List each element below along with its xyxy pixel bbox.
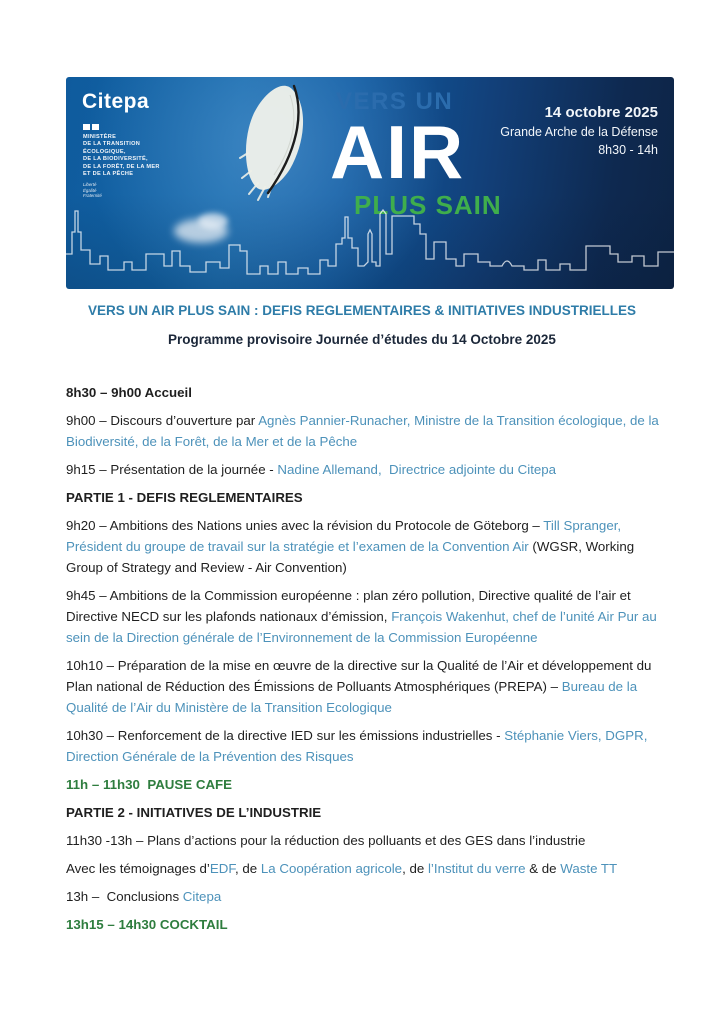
text-segment: 10h10 – Préparation de la mise en œuvre de la directive sur la Qualité de l’Air et développement du Plan national de Réduction des Émissions de Polluants Atmosphériques (PREPA) – (66, 658, 656, 694)
program-line (66, 886, 662, 907)
text-segment: , de (235, 861, 261, 876)
link-text[interactable]: Citepa (182, 889, 222, 904)
program-line (66, 410, 662, 452)
program-line (66, 655, 662, 718)
link-text[interactable]: François Wakenhut, chef de l’unité Air Pur au sein de la Direction générale de l’Environnement de la Commission Européenne (66, 609, 661, 645)
ministry-block (83, 124, 160, 199)
program-line (66, 725, 662, 767)
tagline-vers-un: VERS UN (336, 88, 454, 115)
motto-line: Liberté (83, 182, 97, 188)
motto-line: Égalité (83, 187, 97, 193)
text-segment: 9h20 – Ambitions des Nations unies avec la révision du Protocole de Göteborg – (66, 518, 544, 533)
link-text[interactable]: Bureau de la Qualité de l’Air du Ministère de la Transition Ecologique (66, 679, 641, 715)
ministry-line: DE LA BIODIVERSITÉ, (83, 156, 148, 163)
document-title: VERS UN AIR PLUS SAIN : DEFIS REGLEMENTAIRES & INITIATIVES INDUSTRIELLES (87, 303, 637, 318)
program-line (66, 487, 662, 508)
event-info (500, 103, 658, 159)
event-date: 14 octobre 2025 (544, 104, 658, 121)
link-text[interactable]: Stéphanie Viers, DGPR, Direction Générale de la Prévention des Risques (66, 728, 652, 764)
text-segment: 13h15 – 14h30 COCKTAIL (66, 917, 228, 932)
ministry-title (83, 134, 160, 178)
tagline-air: AIR (330, 110, 466, 194)
text-segment: (WGSR, Working Group of Strategy and Review - Air Convention) (66, 539, 638, 575)
event-venue: Grande Arche de la Défense (500, 125, 658, 139)
feather-icon (234, 83, 326, 203)
ministry-motto (83, 182, 160, 198)
text-segment: , de (402, 861, 428, 876)
program-line (66, 830, 662, 851)
event-banner (66, 77, 674, 289)
ministry-line: DE LA TRANSITION (83, 141, 141, 148)
link-text[interactable]: Nadine Allemand, Directrice adjointe du Citepa (277, 462, 557, 477)
link-text[interactable]: La Coopération agricole (260, 861, 403, 876)
text-segment: 9h15 – Présentation de la journée - (66, 462, 278, 477)
text-segment: & de (525, 861, 561, 876)
ministry-line: ET DE LA PÊCHE (83, 171, 134, 178)
citepa-logo: Citepa (82, 90, 150, 113)
program-line (66, 858, 662, 879)
text-segment: 10h30 – Renforcement de la directive IED sur les émissions industrielles - (66, 728, 505, 743)
text-segment: 9h45 – Ambitions de la Commission européenne : plan zéro pollution, Directive qualité de l’air et Directive NECD sur les plafonds nationaux d’émission, (66, 588, 635, 624)
motto-line: Fraternité (83, 193, 102, 199)
program-line (66, 802, 662, 823)
tagline-plus-sain: PLUS SAIN (354, 189, 502, 220)
program-line (66, 914, 662, 935)
text-segment: 13h – Conclusions (66, 889, 183, 904)
text-segment: PARTIE 2 - INITIATIVES DE L’INDUSTRIE (66, 805, 322, 820)
link-text[interactable]: Agnès Pannier-Runacher, Ministre de la Transition écologique, de la Biodiversité, de la Forêt, de la Mer et de la Pêche (66, 413, 663, 449)
text-segment: 11h – 11h30 PAUSE CAFE (66, 777, 233, 792)
text-segment: 9h00 – Discours d’ouverture par (66, 413, 259, 428)
link-text[interactable]: l’Institut du verre (427, 861, 526, 876)
text-segment: Avec les témoignages d’ (66, 861, 210, 876)
program-line (66, 774, 662, 795)
text-segment: PARTIE 1 - DEFIS REGLEMENTAIRES (66, 490, 303, 505)
ministry-line: DE LA FORÊT, DE LA MER (83, 163, 160, 170)
link-text[interactable]: Waste TT (560, 861, 618, 876)
text-segment: 8h30 – 9h00 Accueil (66, 385, 192, 400)
program-line (66, 585, 662, 648)
program-list (66, 382, 662, 942)
program-line (66, 382, 662, 403)
skyline-graphic (66, 204, 674, 289)
program-line (66, 515, 662, 578)
link-text[interactable]: Till Spranger, Président du groupe de travail sur la stratégie et l’examen de la Convention Air (66, 518, 625, 554)
document-subtitle: Programme provisoire Journée d’études du 14 Octobre 2025 (168, 332, 556, 347)
ministry-line: MINISTÈRE (83, 134, 117, 140)
program-line (66, 459, 662, 480)
link-text[interactable]: EDF (209, 861, 236, 876)
event-hours: 8h30 - 14h (598, 143, 658, 157)
french-flag-icon (83, 124, 160, 130)
ministry-line: ÉCOLOGIQUE, (83, 148, 126, 155)
text-segment: 11h30 -13h – Plans d’actions pour la réduction des polluants et des GES dans l’industrie (66, 833, 586, 848)
